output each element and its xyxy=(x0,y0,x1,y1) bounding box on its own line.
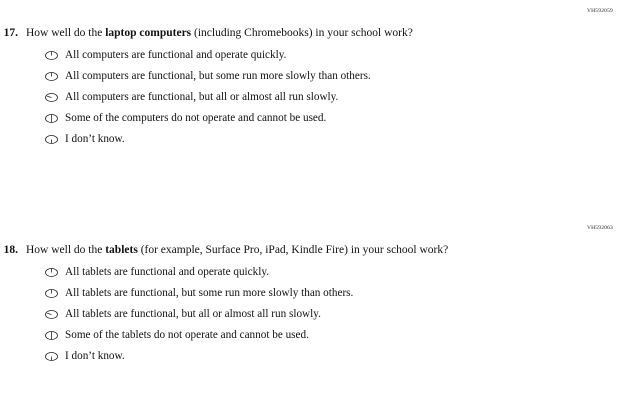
option-label: All computers are functional and operate quickly. xyxy=(65,49,287,61)
question-text-17-part-2: (including Chromebooks) in your school work? xyxy=(191,27,413,39)
question-header-17 xyxy=(0,26,623,41)
option-17-5[interactable] xyxy=(45,132,623,146)
options-list-18 xyxy=(0,265,623,363)
question-text-18-part-1: tablets xyxy=(105,244,138,256)
radio-bubble-icon[interactable] xyxy=(45,352,58,361)
question-block-18 xyxy=(0,225,623,370)
options-list-17 xyxy=(0,48,623,146)
option-label: All computers are functional, but some run more slowly than others. xyxy=(65,70,371,82)
option-17-4[interactable] xyxy=(45,111,623,125)
question-header-18 xyxy=(0,243,623,258)
radio-bubble-icon[interactable] xyxy=(45,268,58,277)
question-text-17-part-0: How well do the xyxy=(26,27,106,39)
option-18-5[interactable] xyxy=(45,349,623,363)
question-number-17: 17. xyxy=(3,27,18,39)
option-18-4[interactable] xyxy=(45,328,623,342)
question-number-18: 18. xyxy=(3,244,18,256)
radio-bubble-icon[interactable] xyxy=(45,93,58,102)
radio-bubble-icon[interactable] xyxy=(45,72,58,81)
question-code-17: VH592059 xyxy=(586,8,613,14)
option-18-2[interactable] xyxy=(45,286,623,300)
option-18-3[interactable] xyxy=(45,307,623,321)
radio-bubble-icon[interactable] xyxy=(45,310,58,319)
option-label: All tablets are functional, but some run more slowly than others. xyxy=(65,287,354,299)
radio-bubble-icon[interactable] xyxy=(45,135,58,144)
option-label: Some of the computers do not operate and cannot be used. xyxy=(65,112,327,124)
question-text-18 xyxy=(26,243,491,258)
option-18-1[interactable] xyxy=(45,265,623,279)
question-text-18-part-0: How well do the xyxy=(26,244,106,256)
question-text-18-part-2: (for example, Surface Pro, iPad, Kindle Fire) in your school work? xyxy=(137,244,449,256)
option-label: I don’t know. xyxy=(65,133,125,145)
option-label: All tablets are functional, but all or almost all run slowly. xyxy=(65,308,321,320)
option-17-1[interactable] xyxy=(45,48,623,62)
option-17-3[interactable] xyxy=(45,90,623,104)
option-label: All computers are functional, but all or almost all run slowly. xyxy=(65,91,339,103)
radio-bubble-icon[interactable] xyxy=(45,114,58,123)
question-code-18: VH592063 xyxy=(586,225,613,231)
radio-bubble-icon[interactable] xyxy=(45,51,58,60)
question-block-17 xyxy=(0,8,623,153)
radio-bubble-icon[interactable] xyxy=(45,331,58,340)
option-17-2[interactable] xyxy=(45,69,623,83)
radio-bubble-icon[interactable] xyxy=(45,289,58,298)
option-label: Some of the tablets do not operate and cannot be used. xyxy=(65,329,309,341)
option-label: I don’t know. xyxy=(65,350,125,362)
option-label: All tablets are functional and operate quickly. xyxy=(65,266,269,278)
question-text-17-part-1: laptop computers xyxy=(105,27,192,39)
question-text-17 xyxy=(26,26,491,41)
